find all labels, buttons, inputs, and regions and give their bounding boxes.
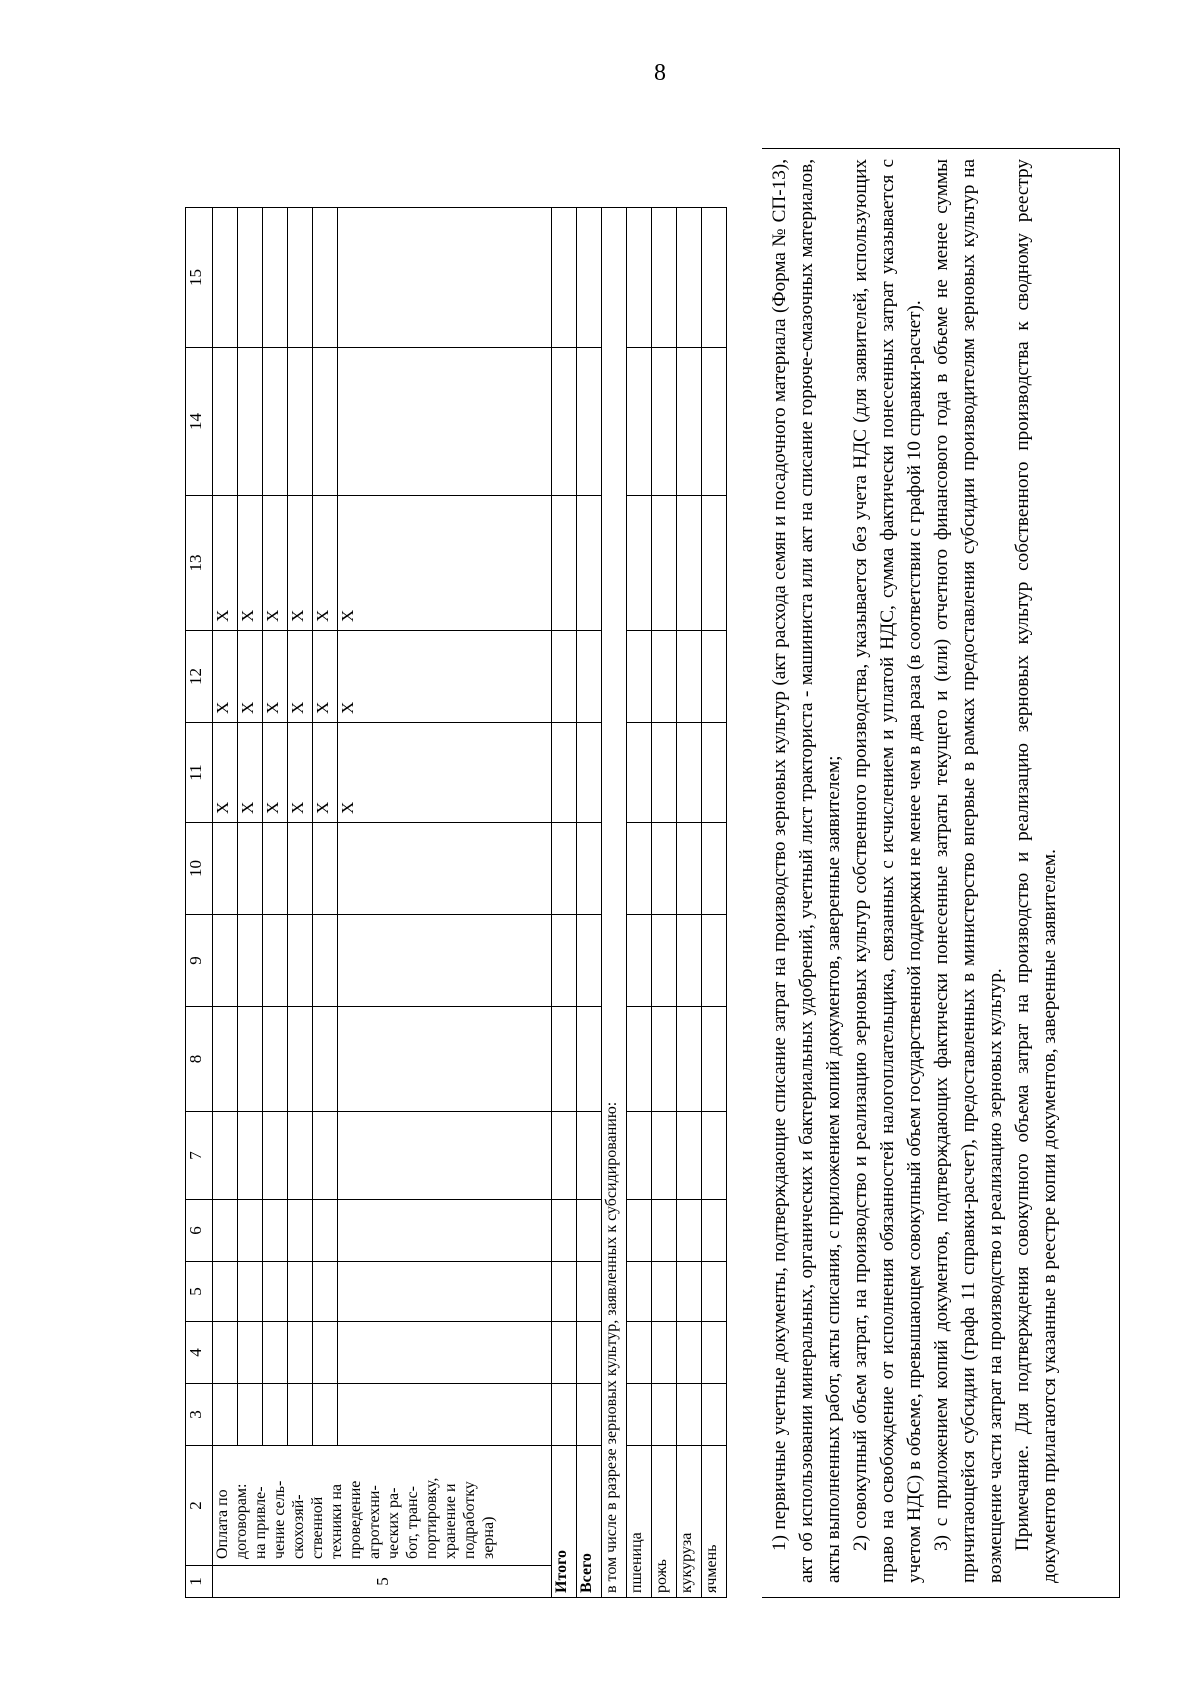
- crop-row: [652, 208, 677, 1598]
- footnote-2: 2) совокупный объем затрат, на производство и реализацию зерновых культур собственного производства, указывается без учета НДС (для заявителей, использующих право на освобождение от исполнения обязанностей налогоплательщика, связанных с исчислением и уплатой НДС, сумма фактически понесенных затрат указывается с учетом НДС) в объеме, превышающем совокупный объем государственной поддержки не менее чем в два раза (в соответствии с графой 10 справки-расчет).: [850, 159, 925, 1583]
- page-number: 8: [654, 60, 666, 86]
- table-row: [338, 208, 552, 1598]
- row-label-line: подработку: [461, 1481, 478, 1559]
- row-label-line: скохозяй-: [290, 1494, 307, 1559]
- col-number: 15: [186, 208, 213, 348]
- col-number: 10: [186, 823, 213, 915]
- row-label-line: агротехни-: [366, 1485, 383, 1559]
- col-number: 2: [186, 1446, 213, 1566]
- col-number: 4: [186, 1322, 213, 1384]
- x-mark: X: [238, 496, 263, 631]
- x-mark: X: [238, 723, 263, 823]
- vsego-row: [577, 208, 602, 1598]
- footnotes: [762, 148, 1120, 1598]
- row-label-line: ственной: [309, 1496, 326, 1559]
- row-label-line: Оплата по: [214, 1489, 231, 1559]
- x-mark: X: [288, 723, 313, 823]
- row-number: 5: [213, 1566, 552, 1598]
- vsego-label: Всего: [577, 1446, 602, 1598]
- table-row: [213, 208, 238, 1598]
- crop-row: [677, 208, 702, 1598]
- row-label-line: чение сель-: [271, 1480, 288, 1559]
- x-mark: X: [313, 723, 338, 823]
- row-label-line: на привле-: [252, 1486, 269, 1559]
- x-mark: X: [238, 631, 263, 723]
- col-number: 5: [186, 1262, 213, 1322]
- table-row: [288, 208, 313, 1598]
- rotated-sheet: [185, 148, 1120, 1598]
- row-label-line: техники на: [328, 1483, 345, 1559]
- x-mark: X: [263, 723, 288, 823]
- breakdown-row: [602, 208, 627, 1598]
- row-label-line: проведение: [347, 1480, 364, 1559]
- x-mark: X: [338, 723, 552, 823]
- row-label-line: портировку,: [423, 1477, 440, 1559]
- x-mark: X: [263, 496, 288, 631]
- col-number: 12: [186, 631, 213, 723]
- x-mark: X: [313, 496, 338, 631]
- table-row: [313, 208, 338, 1598]
- x-mark: X: [338, 496, 552, 631]
- col-number: 9: [186, 915, 213, 1007]
- col-number: 1: [186, 1566, 213, 1598]
- x-mark: X: [213, 723, 238, 823]
- x-mark: X: [288, 631, 313, 723]
- x-mark: X: [263, 631, 288, 723]
- x-mark: X: [338, 631, 552, 723]
- footnote-3: 3) с приложением копий документов, подтверждающих фактически понесенные затраты текущего и (или) отчетного финансового года в объеме не менее суммы причитающейся субсидии (графа 11 справки-расчет), предоставленных в министерство впервые в рамках предоставления субсидии производителям зерновых культур на возмещение части затрат на производство и реализацию зерновых культур.: [931, 159, 1006, 1583]
- col-number: 6: [186, 1200, 213, 1262]
- itogo-label: Итого: [552, 1446, 577, 1598]
- col-number: 11: [186, 723, 213, 823]
- table-row: [263, 208, 288, 1598]
- crop-label: кукуруза: [677, 1446, 702, 1598]
- x-mark: X: [213, 631, 238, 723]
- crop-label: ячмень: [702, 1446, 727, 1598]
- col-number: 14: [186, 348, 213, 496]
- x-mark: X: [313, 631, 338, 723]
- crop-label: пшеница: [627, 1446, 652, 1598]
- footnote-1: 1) первичные учетные документы, подтверждающие списание затрат на производство зерновых культур (акт расхода семян и посадочного материала (Форма № СП-13), акт об использовании минеральных, органических и бактериальных удобрений, учетный лист тракториста - машиниста или акт на списание горюче-смазочных материалов, акты выполненных работ, акты списания, с приложением копий документов, заверенные заявителем;: [769, 159, 844, 1583]
- crop-row: [627, 208, 652, 1598]
- subsidy-table: [185, 207, 727, 1598]
- row-label-line: договорам:: [233, 1483, 250, 1559]
- table-row: [238, 208, 263, 1598]
- crop-label: рожь: [652, 1446, 677, 1598]
- col-number: 8: [186, 1007, 213, 1112]
- itogo-row: [552, 208, 577, 1598]
- row-label-line: хранение и: [442, 1483, 459, 1559]
- row-label-line: зерна): [480, 1516, 497, 1559]
- x-mark: X: [213, 496, 238, 631]
- breakdown-label: в том числе в разрезе зерновых культур, заявленных к субсидированию:: [602, 208, 627, 1598]
- col-number: 13: [186, 496, 213, 631]
- note-primechanie: Примечание. Для подтверждения совокупного объема затрат на производство и реализацию зерновых культур собственного производства к сводному реестру документов прилагаются указанные в реестре копии документов, заверенные заявителем.: [1012, 159, 1060, 1583]
- column-number-row: [186, 208, 213, 1598]
- row-label-line: ческих ра-: [385, 1487, 402, 1559]
- crop-row: [702, 208, 727, 1598]
- col-number: 3: [186, 1384, 213, 1446]
- row-label-line: бот, транс-: [404, 1486, 421, 1559]
- x-mark: X: [288, 496, 313, 631]
- col-number: 7: [186, 1112, 213, 1200]
- row-label: [213, 1446, 552, 1566]
